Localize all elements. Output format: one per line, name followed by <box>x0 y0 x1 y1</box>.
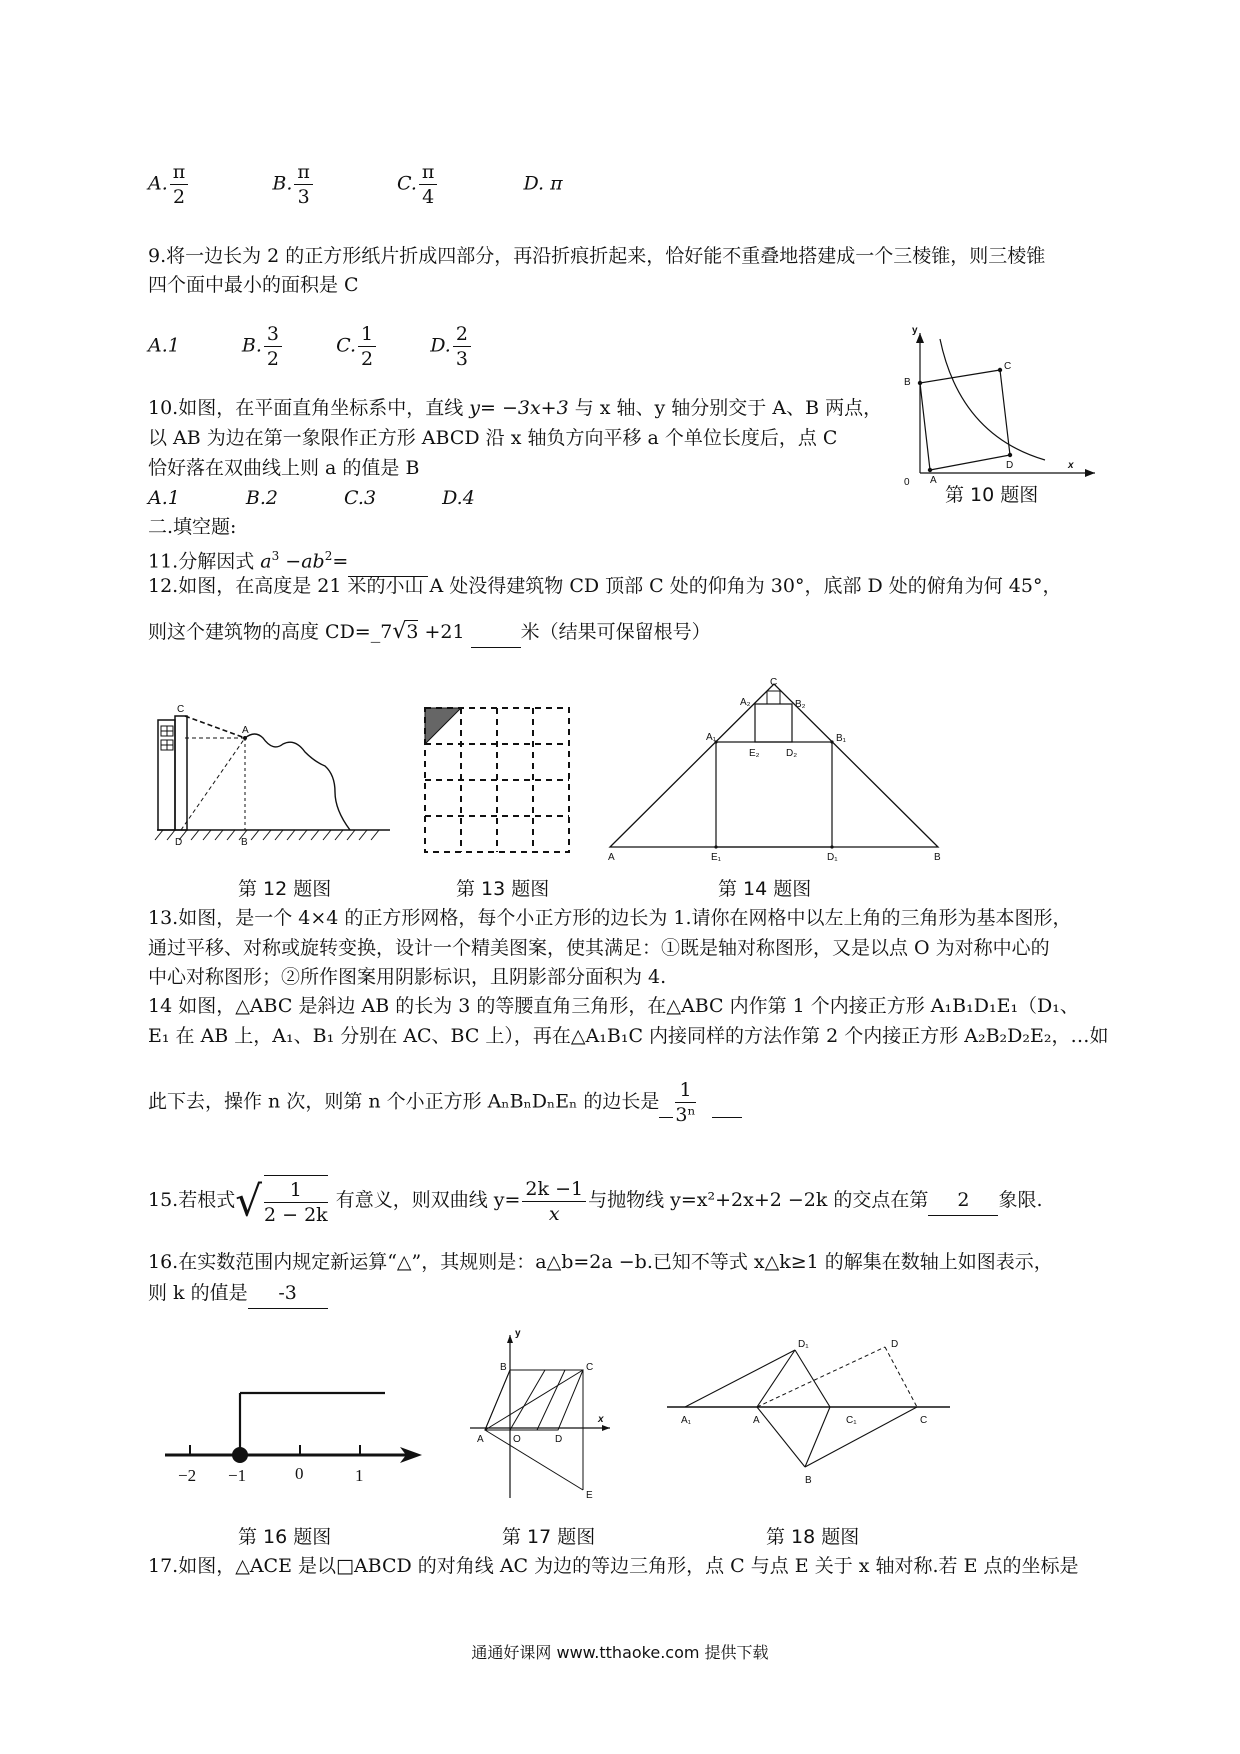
q9-line1: 9.将一边长为 2 的正方形纸片折成四部分，再沿折痕折起来，恰好能不重叠地搭建成一个三棱锥，则三棱锥 <box>148 245 1046 267</box>
caption-10: 第 10 题图 <box>945 484 1039 506</box>
fig18-b-label: B <box>805 1475 812 1486</box>
fig10-x-label: x <box>1068 460 1074 471</box>
q10-line2: 以 AB 为边在第一象限作正方形 ABCD 沿 x 轴负方向平移 a 个单位长度后，点 C <box>148 427 838 449</box>
figure-18 <box>665 1325 955 1495</box>
q13-line1: 13.如图，是一个 4×4 的正方形网格，每个小正方形的边长为 1.请你在网格中以左上角的三角形为基本图形， <box>148 907 1072 929</box>
q13-line3: 中心对称图形；②所作图案用阴影标识，且阴影部分面积为 4. <box>148 966 667 988</box>
fig16-tick-0: 0 <box>295 1464 304 1483</box>
q16-line1: 16.在实数范围内规定新运算“△”，其规则是：a△b=2a −b.已知不等式 x△k≥1 的解集在数轴上如图表示， <box>148 1251 1053 1273</box>
figure-16 <box>160 1385 430 1485</box>
fig14-e1-label: E₁ <box>711 852 722 863</box>
q16-answer: -3 <box>248 1279 328 1309</box>
fig18-c-label: C <box>920 1415 928 1426</box>
caption-16: 第 16 题图 <box>238 1526 332 1548</box>
fig17-e-label: E <box>586 1490 593 1501</box>
fig14-c-label: C <box>770 677 778 688</box>
figure-17 <box>465 1330 615 1500</box>
fig10-origin-label: 0 <box>904 477 910 488</box>
q14-line2: E₁ 在 AB 上，A₁、B₁ 分别在 AC、BC 上），再在△A₁B₁C 内接同样的方法作第 2 个内接正方形 A₂B₂D₂E₂，…如 <box>148 1025 1109 1047</box>
q12-line2: 则这个建筑物的高度 CD=_7√3 +21 米（结果可保留根号） <box>148 617 711 648</box>
fig10-a-label: A <box>930 475 937 486</box>
fig14-a2-label: A₂ <box>740 697 751 708</box>
fig18-a-label: A <box>753 1415 760 1426</box>
caption-18: 第 18 题图 <box>766 1526 860 1548</box>
fig17-d-label: D <box>555 1434 563 1445</box>
caption-13: 第 13 题图 <box>456 878 550 900</box>
fig17-y-label: y <box>515 1328 521 1339</box>
q14-line1: 14 如图，△ABC 是斜边 AB 的长为 3 的等腰直角三角形，在△ABC 内作第 1 个内接正方形 A₁B₁D₁E₁（D₁、 <box>148 995 1079 1017</box>
fig14-a-label: A <box>608 852 615 863</box>
q11-line: 11.分解因式 $a^3 -ab^2=$ <box>148 542 428 577</box>
q15-line: 15.若根式√ $\frac{1}{2 - 2k}$ 有意义，则双曲线 y= $\frac{2k -1}{x}$ 与抛物线 y=x²+2x+2 −2k 的交点在第 2 象限. <box>148 1176 1043 1226</box>
fig14-b2-label: B₂ <box>795 699 806 710</box>
q8-options: A. $\frac{\pi}{2}$ B. $\frac{\pi}{3}$ C. $\frac{\pi}{4}$ D. π <box>148 161 563 208</box>
fig10-y-label: y <box>912 325 918 336</box>
q12-line1: 12.如图，在高度是 21 米的小山 A 处没得建筑物 CD 顶部 C 处的仰角为 30°，底部 D 处的俯角为何 45°， <box>148 575 1062 597</box>
fig12-a-label: A <box>242 725 249 736</box>
fig16-tick-neg2: −2 <box>178 1466 197 1485</box>
fig10-d-label: D <box>1006 460 1014 471</box>
fig14-d2-label: D₂ <box>786 748 798 759</box>
fig16-tick-neg1: −1 <box>228 1466 247 1485</box>
fig17-o-label: O <box>513 1434 521 1445</box>
q14-line3: 此下去，操作 n 次，则第 n 个小正方形 AₙBₙDₙEₙ 的边长是 $\frac{1}{\text{3ⁿ}}$ <box>148 1078 742 1127</box>
fig10-c-label: C <box>1004 361 1012 372</box>
q16-line2: 则 k 的值是 -3 <box>148 1279 328 1309</box>
fig12-d-label: D <box>175 837 183 848</box>
q15-answer: 2 <box>928 1186 998 1216</box>
fig18-d1-label: D₁ <box>798 1339 809 1350</box>
fig14-e2-label: E₂ <box>749 748 760 759</box>
figure-10 <box>890 325 1100 505</box>
fig10-b-label: B <box>904 377 911 388</box>
fig18-c1-label: C₁ <box>846 1415 857 1426</box>
q9-options: A.1 B. $\frac{3}{2}$ C. $\frac{1}{2}$ D. $\frac{2}{3}$ <box>148 322 473 371</box>
figure-12 <box>155 700 395 850</box>
fig14-a1-label: A₁ <box>706 732 717 743</box>
figure-14 <box>608 677 948 865</box>
caption-17: 第 17 题图 <box>502 1526 596 1548</box>
q13-line2: 通过平移、对称或旋转变换，设计一个精美图案，使其满足：①既是轴对称图形，又是以点 O 为对称中心的 <box>148 937 1050 959</box>
fig17-b-label: B <box>500 1362 507 1373</box>
figure-13 <box>425 708 575 858</box>
q10-options: A.1 B.2 C.3 D.4 <box>148 487 475 509</box>
q10-line1: 10.如图，在平面直角坐标系中，直线 y= −3x+3 与 x 轴、y 轴分别交于 A、B 两点， <box>148 397 883 419</box>
fig18-a1-label: A₁ <box>681 1415 692 1426</box>
fig14-d1-label: D₁ <box>827 852 838 863</box>
caption-12: 第 12 题图 <box>238 878 332 900</box>
q9-line2: 四个面中最小的面积是 C <box>148 274 359 296</box>
fig14-b-label: B <box>934 852 941 863</box>
caption-14: 第 14 题图 <box>718 878 812 900</box>
fig17-a-label: A <box>477 1434 484 1445</box>
q17-line1: 17.如图，△ACE 是以□ABCD 的对角线 AC 为边的等边三角形，点 C 与点 E 关于 x 轴对称.若 E 点的坐标是 <box>148 1555 1079 1577</box>
fig18-d-label: D <box>891 1339 899 1350</box>
fig17-x-label: x <box>598 1414 604 1425</box>
fig14-b1-label: B₁ <box>836 733 847 744</box>
q10-line3: 恰好落在双曲线上则 a 的值是 B <box>148 457 420 479</box>
fig16-tick-1: 1 <box>355 1466 364 1485</box>
fig17-c-label: C <box>586 1362 594 1373</box>
fig12-b-label: B <box>241 837 248 848</box>
page-footer: 通通好课网 www.tthaoke.com 提供下载 <box>471 1643 769 1662</box>
section-fill-blank: 二.填空题: <box>148 516 237 538</box>
fig12-c-label: C <box>177 704 185 715</box>
